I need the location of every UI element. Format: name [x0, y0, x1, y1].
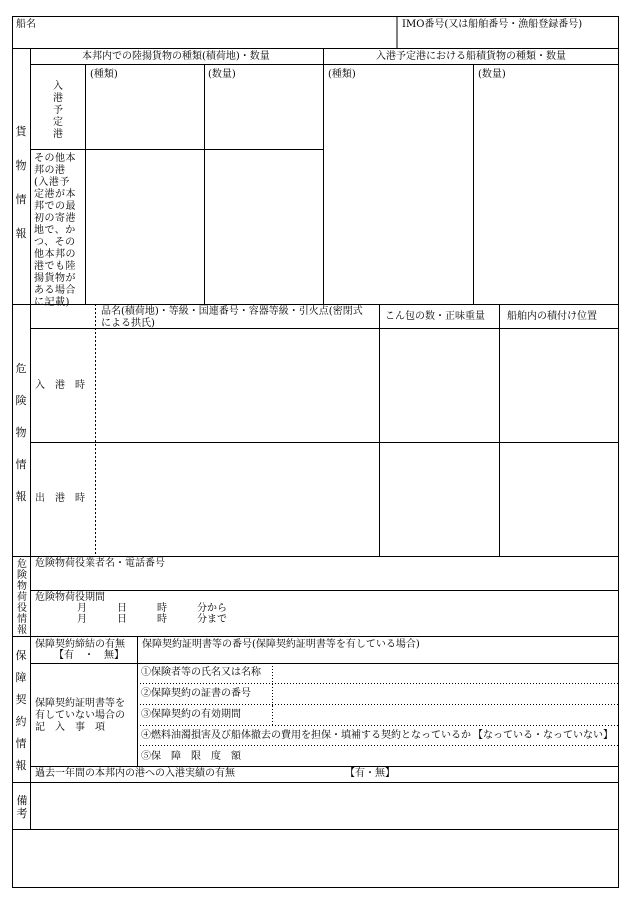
insurance-item-1: ①保険者等の氏名又は名称: [141, 667, 261, 678]
insurance-item-4: ④燃料油濁損害及び船体撤去の費用を担保・填補する契約となっているか: [141, 730, 471, 741]
handling-section-label: 危 険 物 荷 役 情 報: [17, 559, 27, 636]
handling-period-label: 危険物荷役期間: [35, 592, 105, 603]
other-port-note: その他本 邦の港 (入港予 定港が本 邦での最 初の寄港 地で、か つ、その 他本邦の 港でも陸 揚貨物が ある場合 に記載): [34, 153, 76, 308]
contract-exists-label: 保障契約締結の有無: [35, 639, 125, 650]
handling-period-from: 月 日 時 分から: [77, 603, 227, 614]
imo-number-label: IMO番号(又は船舶番号・漁船登録番号): [402, 19, 583, 30]
no-cert-note: 保障契約証明書等を 有していない場合の 記 入 事 項: [35, 698, 125, 733]
insurance-item-3: ③保障契約の有効期間: [141, 709, 241, 720]
dangerous-item-header: 品名(積荷地)・等級・国連番号・容器等級・引火点(密閉式 による拱氏): [101, 306, 363, 329]
port-type-label: (種類): [328, 69, 356, 80]
entry-time-label: 入 港 時: [35, 380, 85, 391]
insurance-section-label: 保 障 契 約 情 報: [15, 649, 27, 772]
port-qty-label: (数量): [478, 69, 506, 80]
entry-history-label: 過去一年間の本邦内の港への入港実績の有無: [35, 768, 235, 779]
insurance-item-2: ②保障契約の証書の番号: [141, 688, 251, 699]
entry-port-label: 入 港 予 定 港: [53, 81, 63, 140]
domestic-type-label: (種類): [90, 69, 118, 80]
handling-period-to: 月 日 時 分まで: [77, 614, 227, 625]
insurance-item-5: ⑤保 障 限 度 額: [141, 751, 241, 762]
contract-exists-choice: 【有 ・ 無】: [54, 650, 124, 661]
cert-number-label: 保障契約証明書等の番号(保障契約証明書等を有している場合): [142, 639, 420, 650]
insurance-item-4-choice: 【なっている・なっていない】: [473, 730, 613, 741]
exit-time-label: 出 港 時: [35, 493, 85, 504]
entry-history-choice: 【有・無】: [345, 768, 395, 779]
stowage-position-header: 船舶内の積付け位置: [507, 311, 597, 322]
domestic-qty-label: (数量): [208, 69, 236, 80]
port-loading-header: 入港予定港における船積貨物の種類・数量: [376, 51, 566, 62]
ship-name-label: 船名: [16, 19, 36, 30]
package-weight-header: こん包の数・正味重量: [385, 311, 485, 322]
handling-operator-label: 危険物荷役業者名・電話番号: [35, 558, 165, 569]
dangerous-section-label: 危 険 物 情 報: [15, 362, 27, 503]
cargo-section-label: 貨 物 情 報: [15, 125, 27, 240]
remarks-label: 備 考: [16, 794, 28, 820]
domestic-unloading-header: 本邦内での陸揚貨物の種類(積荷地)・数量: [82, 51, 270, 62]
